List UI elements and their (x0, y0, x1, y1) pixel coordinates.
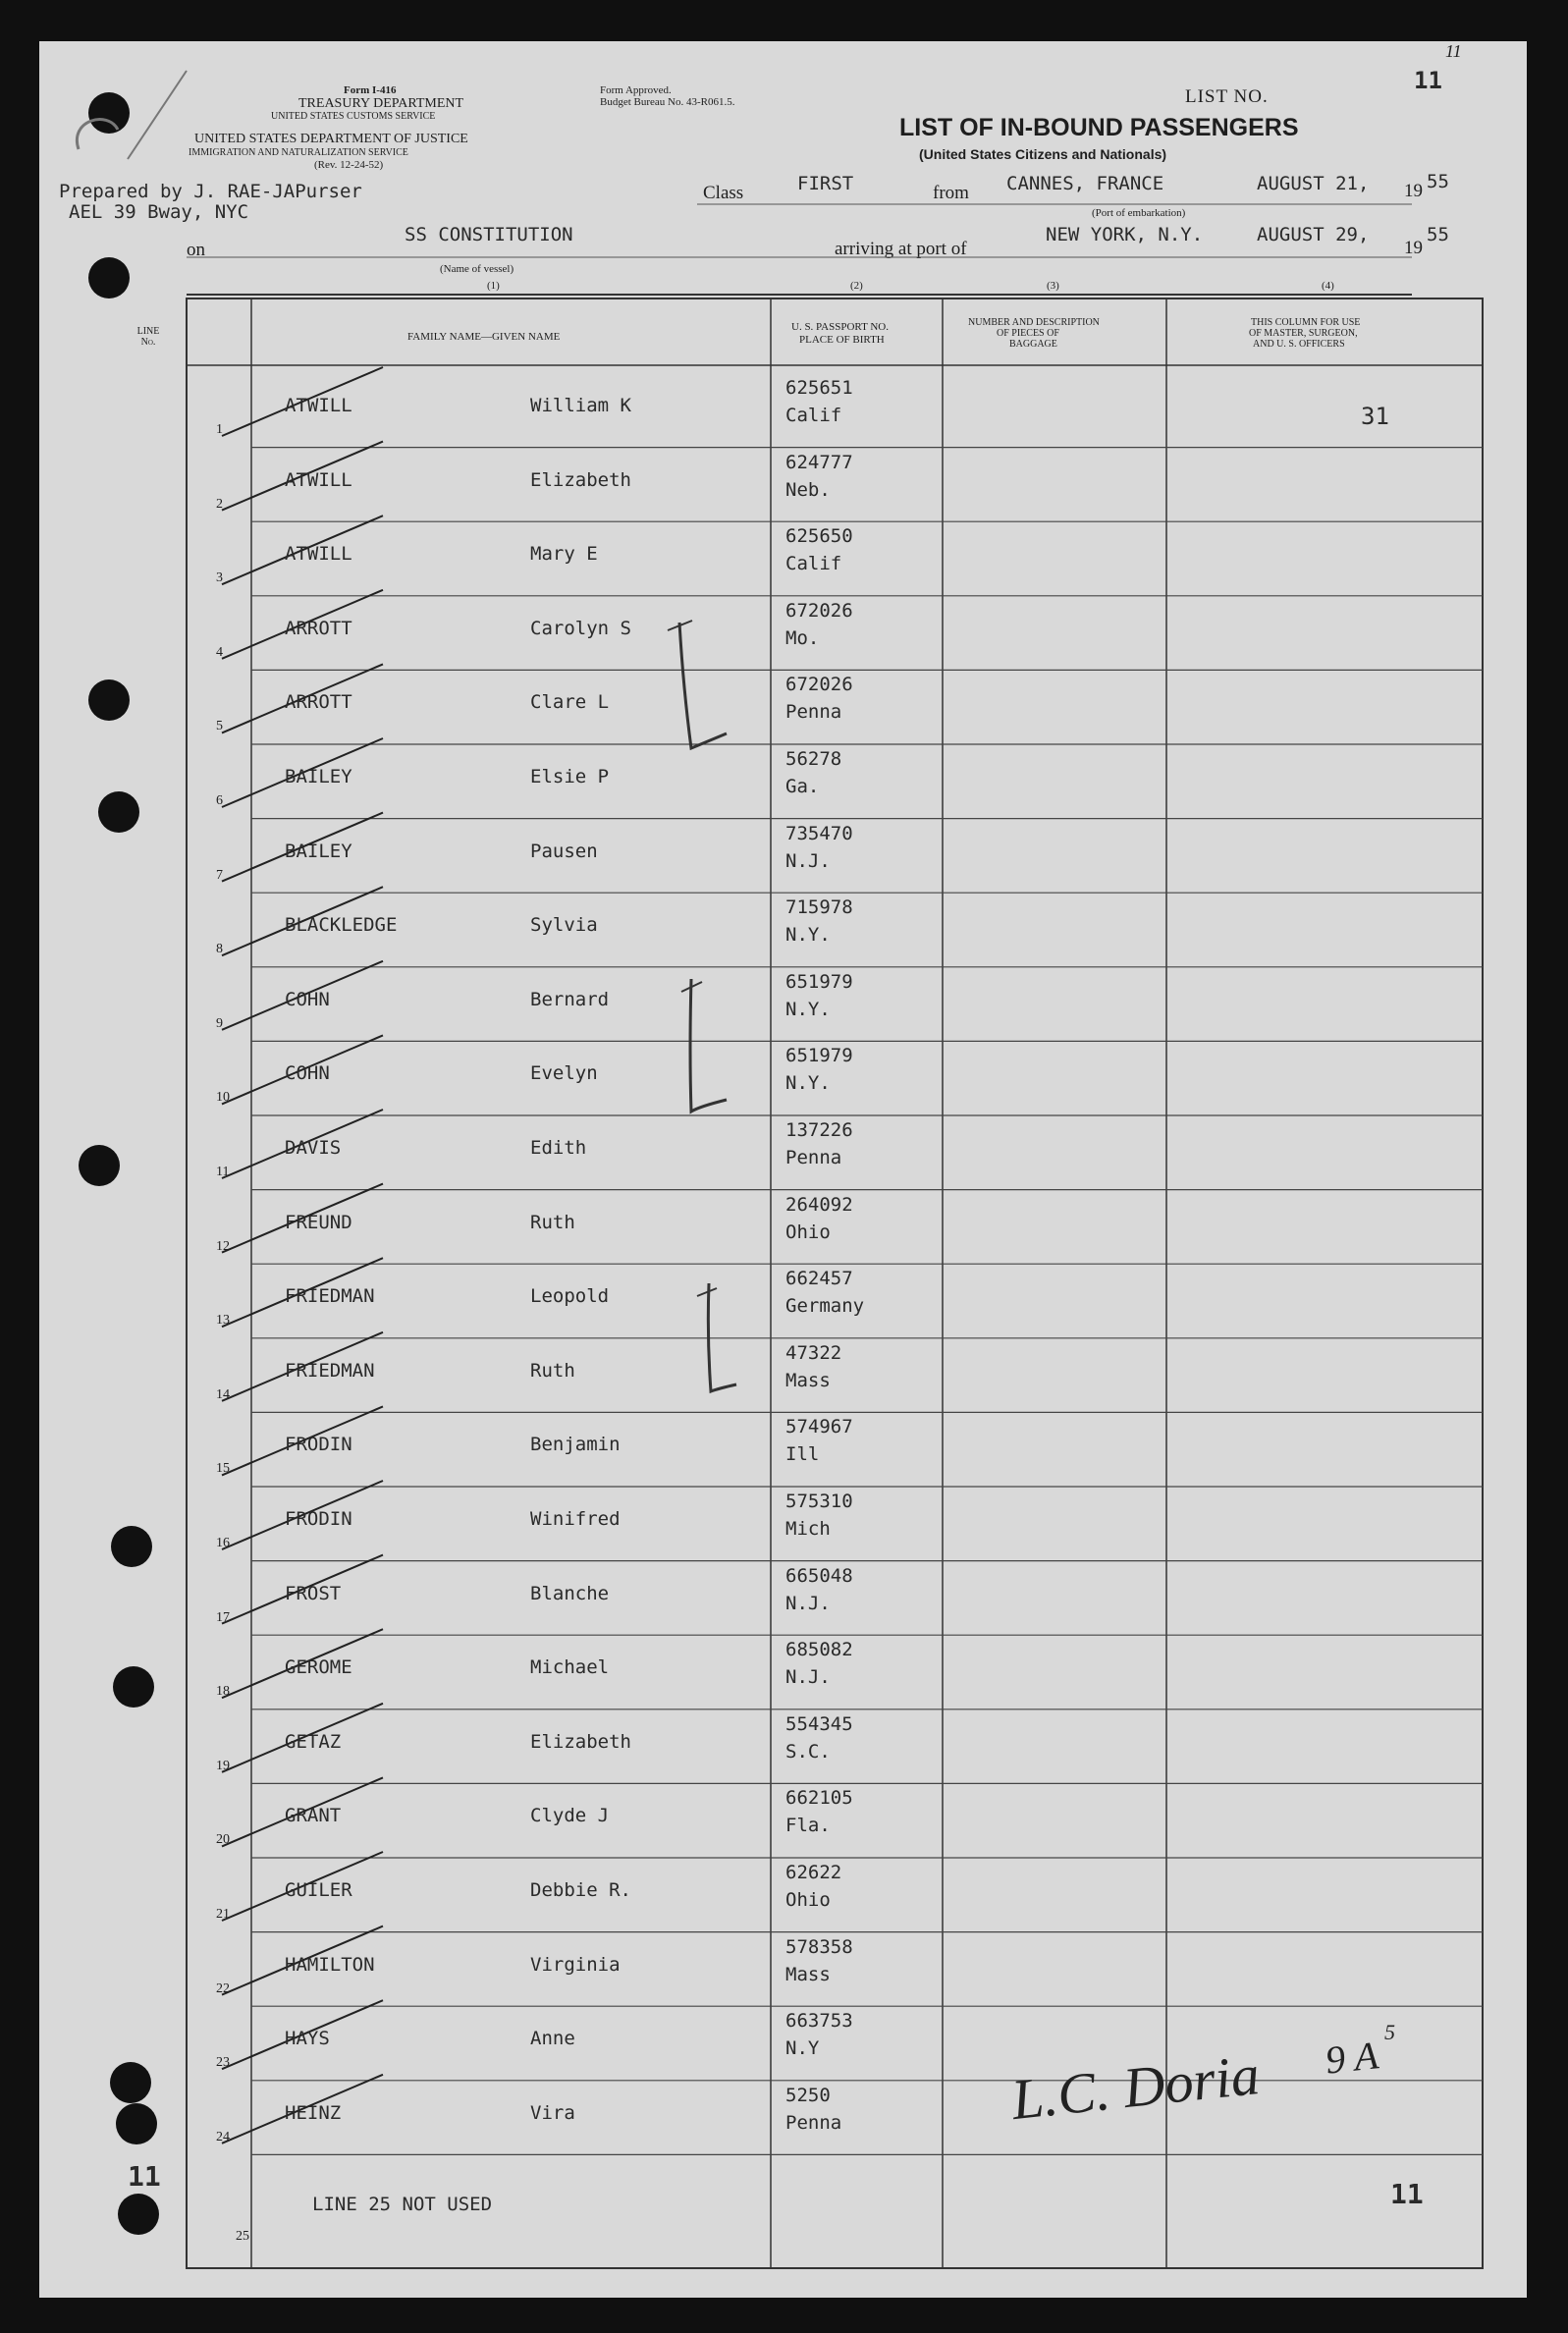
place-of-birth: N.J. (785, 849, 831, 872)
family-name: HEINZ (285, 2101, 342, 2124)
list-no-label: LIST NO. (1185, 86, 1269, 107)
place-of-birth: N.J. (785, 1666, 831, 1689)
place-of-birth: Penna (785, 701, 842, 724)
family-name: ATWILL (285, 468, 352, 491)
passport-number: 672026 (785, 599, 853, 622)
pen-marks (39, 41, 1527, 2298)
line-number-25: 25 (236, 2229, 249, 2244)
officer-mark: 31 (1361, 403, 1389, 430)
place-of-birth: Ill (785, 1443, 820, 1466)
line-number: 23 (216, 2055, 230, 2071)
arrival-date: AUGUST 29, (1257, 224, 1370, 245)
arriving-label: arriving at port of (835, 239, 967, 259)
embarkation-port: CANNES, FRANCE (1006, 173, 1164, 194)
passport-number: 554345 (785, 1712, 853, 1735)
family-name: GEROME (285, 1656, 352, 1679)
form-revision: (Rev. 12-24-52) (314, 159, 384, 171)
place-of-birth: Fla. (785, 1815, 831, 1837)
passport-number: 578358 (785, 1935, 853, 1958)
line-number: 5 (216, 719, 223, 734)
header-name: FAMILY NAME—GIVEN NAME (407, 331, 561, 343)
form-approved: Form Approved. (600, 84, 672, 96)
treasury-department: TREASURY DEPARTMENT (298, 96, 464, 111)
place-of-birth: Mass (785, 1963, 831, 1985)
passport-number: 62622 (785, 1862, 842, 1883)
header-officers: AND U. S. OFFICERS (1253, 339, 1345, 350)
place-of-birth: Calif (785, 553, 842, 575)
passport-number: 625650 (785, 525, 853, 548)
department-of-justice: UNITED STATES DEPARTMENT OF JUSTICE (194, 132, 468, 146)
family-name: FRODIN (285, 1434, 352, 1456)
given-name: Ruth (530, 1359, 575, 1382)
given-name: Bernard (530, 988, 610, 1010)
header-baggage: OF PIECES OF (997, 328, 1059, 339)
header-baggage: BAGGAGE (1009, 339, 1057, 350)
place-of-birth: Penna (785, 1147, 842, 1168)
passport-number: 574967 (785, 1416, 853, 1438)
given-name: Elizabeth (530, 1730, 631, 1753)
place-of-birth: Mich (785, 1518, 831, 1540)
class-value: FIRST (797, 173, 854, 194)
page-title: LIST OF IN-BOUND PASSENGERS (899, 114, 1299, 141)
year-prefix: 19 (1404, 181, 1423, 201)
column-number: (1) (487, 280, 500, 292)
family-name: FRIEDMAN (285, 1359, 375, 1382)
embarkation-date: AUGUST 21, (1257, 173, 1370, 194)
header-line-no: LINE No. (136, 326, 160, 348)
family-name: GUILER (285, 1879, 352, 1901)
given-name: Winifred (530, 1508, 621, 1530)
passport-number: 56278 (785, 748, 842, 770)
line-number: 19 (216, 1758, 230, 1773)
header-officers: THIS COLUMN FOR USE (1251, 317, 1361, 328)
family-name: HAYS (285, 2028, 330, 2050)
family-name: GETAZ (285, 1730, 342, 1753)
family-name: FROST (285, 1582, 342, 1604)
place-of-birth: N.Y. (785, 1072, 831, 1095)
family-name: BAILEY (285, 840, 352, 862)
passport-number: 625651 (785, 377, 853, 399)
given-name: Edith (530, 1137, 587, 1159)
family-name: GRANT (285, 1805, 342, 1827)
given-name: Elizabeth (530, 468, 631, 491)
header-birth: PLACE OF BIRTH (799, 334, 885, 346)
family-name: COHN (285, 988, 330, 1010)
prepared-address: AEL 39 Bway, NYC (69, 201, 249, 223)
given-name: Evelyn (530, 1062, 598, 1085)
line-number: 8 (216, 942, 223, 957)
line-number: 11 (216, 1165, 230, 1179)
given-name: Sylvia (530, 914, 598, 937)
family-name: FRIEDMAN (285, 1285, 375, 1308)
family-name: ARROTT (285, 691, 352, 714)
passport-number: 715978 (785, 896, 853, 919)
list-number: 11 (1414, 67, 1442, 94)
family-name: ARROTT (285, 617, 352, 639)
signature-superscript: 5 (1384, 2020, 1395, 2044)
vessel-caption: (Name of vessel) (440, 263, 514, 275)
passport-number: 685082 (785, 1639, 853, 1661)
place-of-birth: Neb. (785, 478, 831, 501)
line-number: 9 (216, 1015, 223, 1031)
place-of-birth: Ohio (785, 1889, 831, 1911)
given-name: Carolyn S (530, 617, 631, 639)
line-number: 16 (216, 1536, 230, 1550)
place-of-birth: Mass (785, 1369, 831, 1391)
budget-bureau: Budget Bureau No. 43-R061.5. (600, 96, 735, 108)
passport-number: 264092 (785, 1193, 853, 1216)
line-number: 12 (216, 1238, 230, 1254)
place-of-birth: Penna (785, 2111, 842, 2134)
passport-number: 662457 (785, 1268, 853, 1290)
place-of-birth: Ga. (785, 776, 820, 797)
given-name: Vira (530, 2101, 575, 2124)
given-name: Elsie P (530, 766, 610, 787)
vessel-name: SS CONSTITUTION (405, 224, 573, 245)
place-of-birth: N.Y. (785, 924, 831, 947)
line-number: 3 (216, 570, 223, 586)
line-number: 20 (216, 1832, 230, 1848)
given-name: Pausen (530, 840, 598, 862)
passport-number: 735470 (785, 822, 853, 844)
passport-number: 672026 (785, 674, 853, 696)
line-number: 17 (216, 1609, 230, 1625)
line-number: 1 (216, 422, 223, 437)
line-number: 21 (216, 1907, 230, 1922)
place-of-birth: Calif (785, 405, 842, 426)
officer-signature: L.C. Doria (1008, 2041, 1263, 2133)
passport-number: 662105 (785, 1787, 853, 1810)
passport-number: 651979 (785, 1045, 853, 1067)
given-name: Michael (530, 1656, 610, 1679)
line-number: 2 (216, 496, 223, 512)
column-number: (2) (850, 280, 863, 292)
footer-list-number: 11 (128, 2160, 161, 2193)
given-name: Mary E (530, 543, 598, 566)
family-name: ATWILL (285, 395, 352, 416)
place-of-birth: Mo. (785, 626, 820, 649)
family-name: FREUND (285, 1211, 352, 1233)
given-name: Clare L (530, 691, 610, 714)
immigration-service: IMMIGRATION AND NATURALIZATION SERVICE (189, 147, 408, 158)
header-passport: U. S. PASSPORT NO. (791, 321, 889, 333)
place-of-birth: N.Y. (785, 998, 831, 1020)
family-name: ATWILL (285, 543, 352, 566)
arrival-port: NEW YORK, N.Y. (1046, 224, 1204, 245)
given-name: Ruth (530, 1211, 575, 1233)
line-number: 18 (216, 1684, 230, 1700)
passport-number: 651979 (785, 970, 853, 993)
place-of-birth: Ohio (785, 1221, 831, 1243)
family-name: FRODIN (285, 1508, 352, 1530)
line-number: 15 (216, 1461, 230, 1477)
given-name: Anne (530, 2028, 575, 2050)
on-label: on (187, 240, 205, 260)
corner-mark: 11 (1445, 41, 1462, 61)
customs-service: UNITED STATES CUSTOMS SERVICE (271, 111, 436, 122)
passport-number: 575310 (785, 1491, 853, 1512)
place-of-birth: N.J. (785, 1592, 831, 1614)
footer-list-number: 11 (1390, 2178, 1424, 2210)
form-number: Form I-416 (344, 84, 397, 96)
given-name: Virginia (530, 1953, 621, 1976)
line-number: 14 (216, 1386, 230, 1402)
passport-number: 665048 (785, 1564, 853, 1587)
column-number: (4) (1322, 280, 1334, 292)
given-name: Benjamin (530, 1434, 621, 1456)
header-officers: OF MASTER, SURGEON, (1249, 328, 1358, 339)
family-name: HAMILTON (285, 1953, 375, 1976)
signature-note: 9 A (1323, 2033, 1380, 2083)
given-name: Blanche (530, 1582, 610, 1604)
line-number: 4 (216, 644, 223, 660)
family-name: BAILEY (285, 766, 352, 787)
line-25-note: LINE 25 NOT USED (312, 2194, 493, 2215)
given-name: William K (530, 395, 631, 416)
line-number: 13 (216, 1313, 230, 1329)
given-name: Debbie R. (530, 1879, 631, 1901)
embarkation-year: 55 (1427, 171, 1449, 192)
year-prefix: 19 (1404, 238, 1423, 258)
place-of-birth: Germany (785, 1295, 865, 1318)
passport-number: 624777 (785, 451, 853, 473)
passport-number: 5250 (785, 2084, 831, 2106)
arrival-year: 55 (1427, 224, 1449, 245)
family-name: DAVIS (285, 1137, 342, 1159)
line-number: 7 (216, 867, 223, 883)
prepared-by: Prepared by J. RAE-JAPurser (59, 181, 362, 202)
manifest-sheet (39, 41, 1527, 2298)
given-name: Clyde J (530, 1805, 610, 1827)
place-of-birth: N.Y (785, 2037, 820, 2060)
line-number: 6 (216, 793, 223, 808)
family-name: COHN (285, 1062, 330, 1085)
class-label: Class (703, 183, 744, 203)
line-number: 24 (216, 2129, 230, 2144)
line-number: 10 (216, 1090, 230, 1106)
page-subtitle: (United States Citizens and Nationals) (919, 146, 1167, 162)
line-number: 22 (216, 1980, 230, 1996)
header-baggage: NUMBER AND DESCRIPTION (968, 317, 1100, 328)
port-embarkation-caption: (Port of embarkation) (1092, 207, 1186, 219)
passport-number: 47322 (785, 1341, 842, 1364)
passport-number: 663753 (785, 2010, 853, 2033)
column-number: (3) (1047, 280, 1059, 292)
family-name: BLACKLEDGE (285, 914, 398, 937)
place-of-birth: S.C. (785, 1740, 831, 1763)
from-label: from (933, 183, 969, 203)
given-name: Leopold (530, 1285, 610, 1308)
passport-number: 137226 (785, 1119, 853, 1141)
